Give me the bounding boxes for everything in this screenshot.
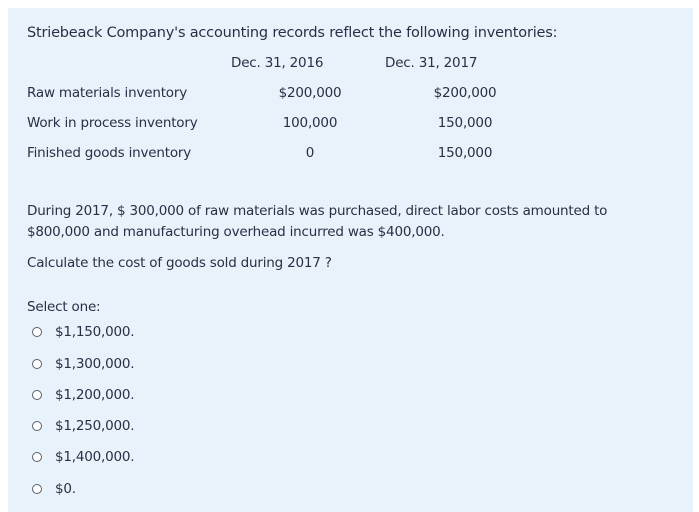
value-raw-materials-2016: $200,000 [278,85,342,101]
select-one-label: Select one: [27,299,101,315]
radio-button[interactable] [32,484,42,494]
column-header-2016: Dec. 31, 2016 [231,55,324,71]
value-finished-goods-2016: 0 [305,145,315,161]
value-work-in-process-2017: 150,000 [437,115,493,131]
radio-button[interactable] [32,421,42,431]
value-raw-materials-2017: $200,000 [433,85,497,101]
radio-button[interactable] [32,359,42,369]
answer-option-6[interactable] [32,481,76,497]
column-header-2017: Dec. 31, 2017 [385,55,478,71]
answer-option-2[interactable] [32,356,134,372]
answer-option-label: $1,400,000. [55,449,135,465]
answer-option-label: $1,200,000. [55,387,135,403]
question-intro: Striebeack Company's accounting records reflect the following inventories: [27,25,558,41]
question-paragraph-line-2: $800,000 and manufacturing overhead incurred was $400,000. [27,224,445,240]
row-label-raw-materials: Raw materials inventory [27,85,188,101]
radio-button[interactable] [32,390,42,400]
answer-option-label: $1,150,000. [55,324,135,340]
answer-option-3[interactable] [32,387,134,403]
answer-option-4[interactable] [32,418,134,434]
answer-option-label: $1,250,000. [55,418,135,434]
answer-option-label: $1,300,000. [55,356,135,372]
value-finished-goods-2017: 150,000 [437,145,493,161]
answer-option-label: $0. [55,481,76,497]
answer-option-5[interactable] [32,449,134,465]
answer-option-1[interactable] [32,324,134,340]
row-label-work-in-process: Work in process inventory [27,115,198,131]
row-label-finished-goods: Finished goods inventory [27,145,192,161]
question-paragraph-line-1: During 2017, $ 300,000 of raw materials was purchased, direct labor costs amounted to [27,203,608,219]
value-work-in-process-2016: 100,000 [282,115,338,131]
radio-button[interactable] [32,452,42,462]
question-card [8,8,693,512]
question-prompt: Calculate the cost of goods sold during 2017 ? [27,255,332,271]
radio-button[interactable] [32,327,42,337]
